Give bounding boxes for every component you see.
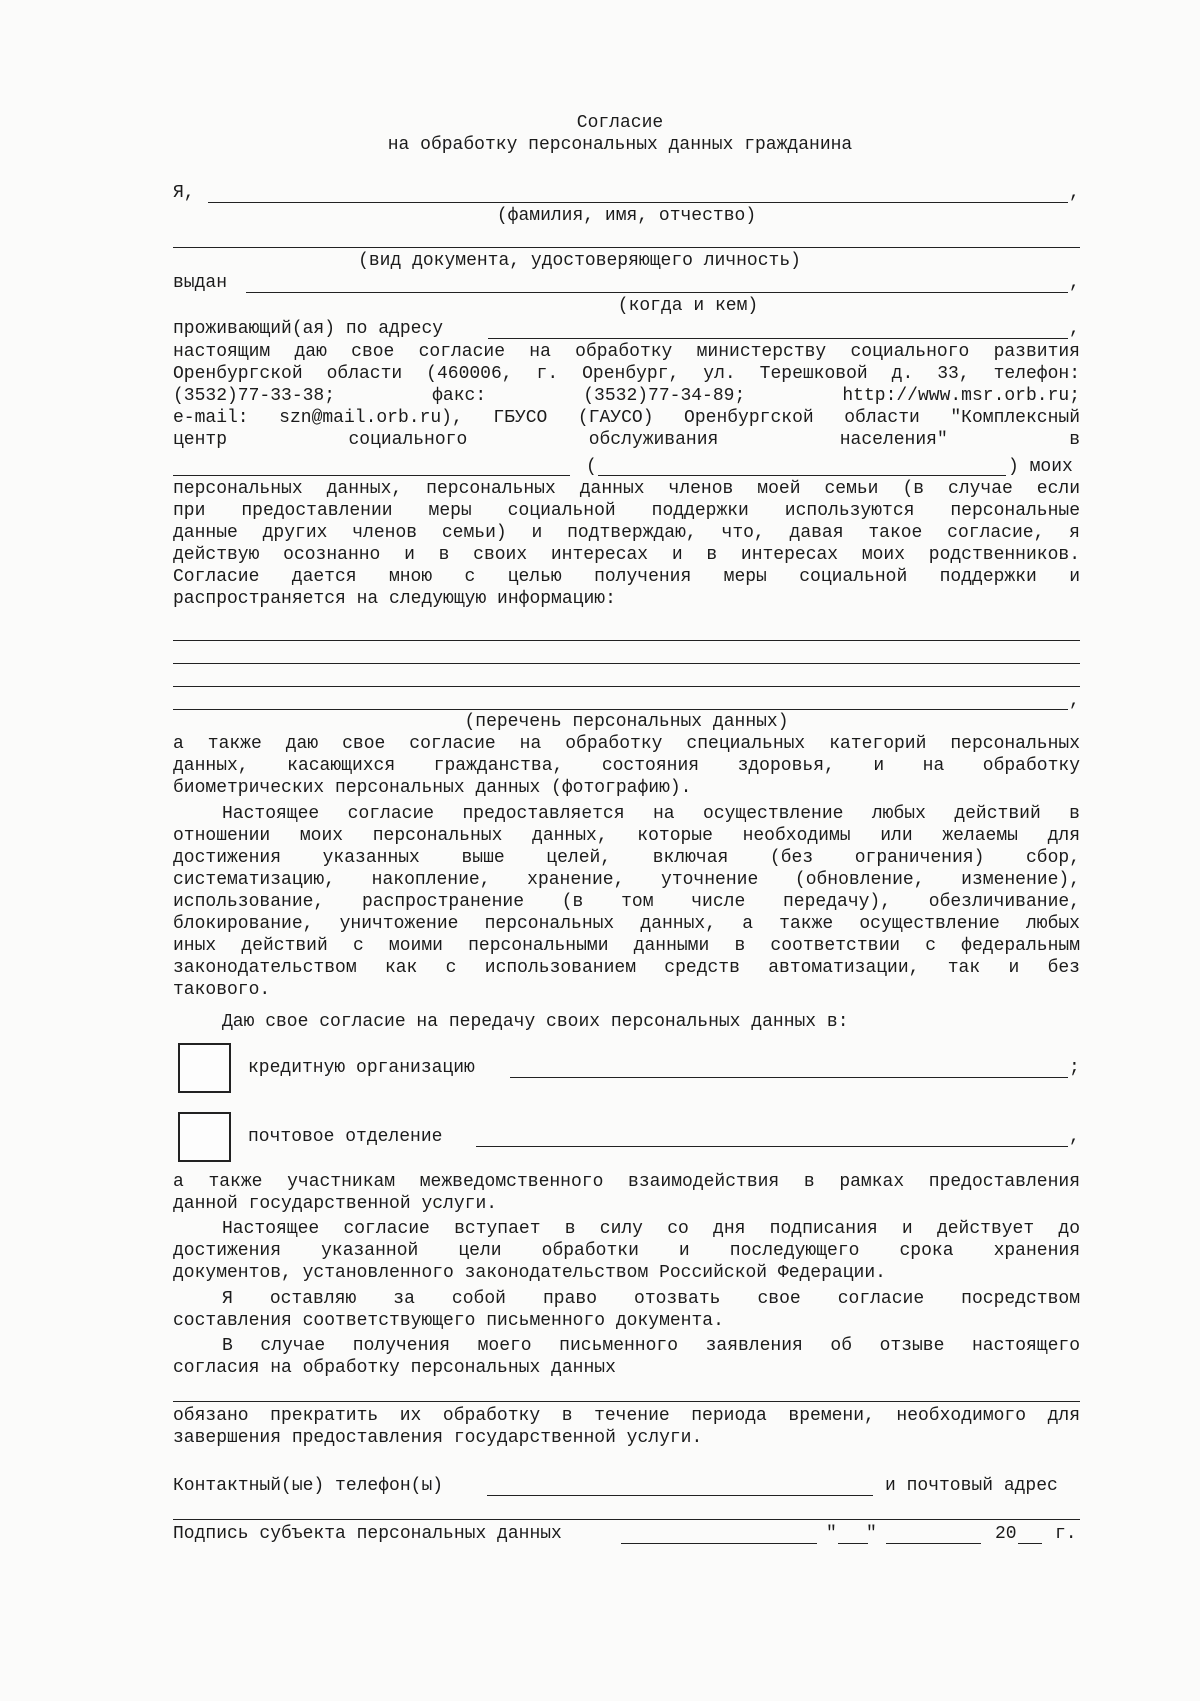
- data-list-line-2[interactable]: [173, 663, 1080, 664]
- date-year-suffix: г.: [1055, 1524, 1077, 1544]
- date-month-input-line[interactable]: [886, 1543, 981, 1544]
- issued-hint: (когда и кем): [617, 296, 759, 316]
- date-day-input-line[interactable]: [838, 1543, 868, 1544]
- post-office-input-line[interactable]: [476, 1146, 1068, 1147]
- address-comma: ,: [1069, 319, 1080, 339]
- paragraph-interagency: а также участникам межведомственного взаимодействия в рамках предоставления данной государственной услуги.: [173, 1172, 1080, 1214]
- issued-input-line[interactable]: [246, 292, 1068, 293]
- paragraph-actions: Настоящее согласие предоставляется на осуществление любых действий в отношении моих персональных данных, которые необходимы или желаемы для достижения указанных выше целей, включая (без ограничения) сбор, систематизацию, накопление, хранение, уточнение (обновление, изменение), использование, распространение (в том числе передачу), обезличивание, блокирование, уничтожение персональных данных, а также осуществление любых иных действий с моими персональными данными в соответствии с федеральным законодательством как с использованием средств автоматизации, так и без такового.: [173, 804, 1080, 1000]
- credit-organization-label: кредитную организацию: [248, 1058, 475, 1078]
- paragraph-validity: Настоящее согласие вступает в силу со дня подписания и действует до достижения указанной цели обработки и последующего срока хранения документов, установленного законодательством Российской Федерации.: [173, 1219, 1080, 1283]
- postal-address-input-line[interactable]: [173, 1519, 1080, 1520]
- center-paren-open: (: [586, 457, 597, 477]
- date-year-prefix: 20: [995, 1524, 1017, 1544]
- center-paren-close: ) моих: [1008, 457, 1073, 477]
- postal-address-label: и почтовый адрес: [885, 1476, 1058, 1496]
- credit-organization-input-line[interactable]: [510, 1077, 1068, 1078]
- paragraph-operators: настоящим даю свое согласие на обработку министерству социального развития Оренбургской области (460006, г. Оренбург, ул. Терешковой д. 33, телефон: (3532)77-33-38; факс: (3532)77-34-89; http://www.msr.orb.ru; e-mail: szn@mail.orb.ru), ГБУСО (ГАУСО) Оренбургской области "Комплексный центр социального обслуживания населения" в: [173, 342, 1080, 450]
- fio-hint: (фамилия, имя, отчество): [496, 206, 757, 226]
- date-year-input-line[interactable]: [1018, 1543, 1042, 1544]
- credit-organization-checkbox[interactable]: [178, 1043, 231, 1093]
- document-input-line[interactable]: [173, 247, 1080, 248]
- post-office-label: почтовое отделение: [248, 1127, 443, 1147]
- data-list-hint: (перечень персональных данных): [464, 712, 789, 732]
- paragraph-revocation: Я оставляю за собой право отозвать свое согласие посредством составления соответствующего письменного документа.: [173, 1289, 1080, 1331]
- paragraph-termination: обязано прекратить их обработку в течение периода времени, необходимого для завершения предоставления государственной услуги.: [173, 1406, 1080, 1448]
- data-list-line-3[interactable]: [173, 686, 1080, 687]
- signature-input-line[interactable]: [621, 1543, 817, 1544]
- date-quote-close: ": [866, 1524, 877, 1544]
- form-title: Согласие: [576, 113, 664, 133]
- post-office-end: ,: [1069, 1127, 1080, 1147]
- issued-label: выдан: [173, 273, 228, 293]
- center-location-line[interactable]: [173, 475, 570, 476]
- date-quote-open: ": [826, 1524, 837, 1544]
- form-subtitle: на обработку персональных данных гражданина: [387, 135, 853, 155]
- center-name-line[interactable]: [598, 475, 1006, 476]
- credit-organization-end: ;: [1069, 1058, 1080, 1078]
- address-label: проживающий(ая) по адресу: [173, 319, 444, 339]
- document-hint: (вид документа, удостоверяющего личность): [358, 251, 801, 271]
- paragraph-special-categories: а также даю свое согласие на обработку специальных категорий персональных данных, касающихся гражданства, состояния здоровья, и на обработку биометрических персональных данных (фотографию).: [173, 734, 1080, 798]
- data-list-comma: ,: [1069, 691, 1080, 711]
- post-office-checkbox[interactable]: [178, 1112, 231, 1162]
- paragraph-withdrawal: В случае получения моего письменного заявления об отзыве настоящего согласия на обработку персональных данных: [173, 1336, 1080, 1378]
- fio-comma: ,: [1069, 183, 1080, 203]
- paragraph-consent-scope: персональных данных, персональных данных членов моей семьи (в случае если при предоставлении меры социальной поддержки используются персональные данные других членов семьи) и подтверждаю, что, давая такое согласие, я действую осознанно и в своих интересах и в интересах моих родственников. Согласие дается мною с целью получения меры социальной поддержки и распространяется на следующую информацию:: [173, 479, 1080, 609]
- data-list-line-1[interactable]: [173, 640, 1080, 641]
- signature-label: Подпись субъекта персональных данных: [173, 1524, 562, 1544]
- issued-comma: ,: [1069, 273, 1080, 293]
- operator-name-line[interactable]: [173, 1401, 1080, 1402]
- fio-input-line[interactable]: [208, 202, 1068, 203]
- contact-phones-input-line[interactable]: [487, 1495, 873, 1496]
- data-list-line-4[interactable]: [173, 709, 1068, 710]
- ya-label: Я,: [173, 183, 195, 203]
- address-input-line[interactable]: [488, 338, 1068, 339]
- transfer-intro: Даю свое согласие на передачу своих персональных данных в:: [222, 1012, 849, 1032]
- contact-phones-label: Контактный(ые) телефон(ы): [173, 1476, 444, 1496]
